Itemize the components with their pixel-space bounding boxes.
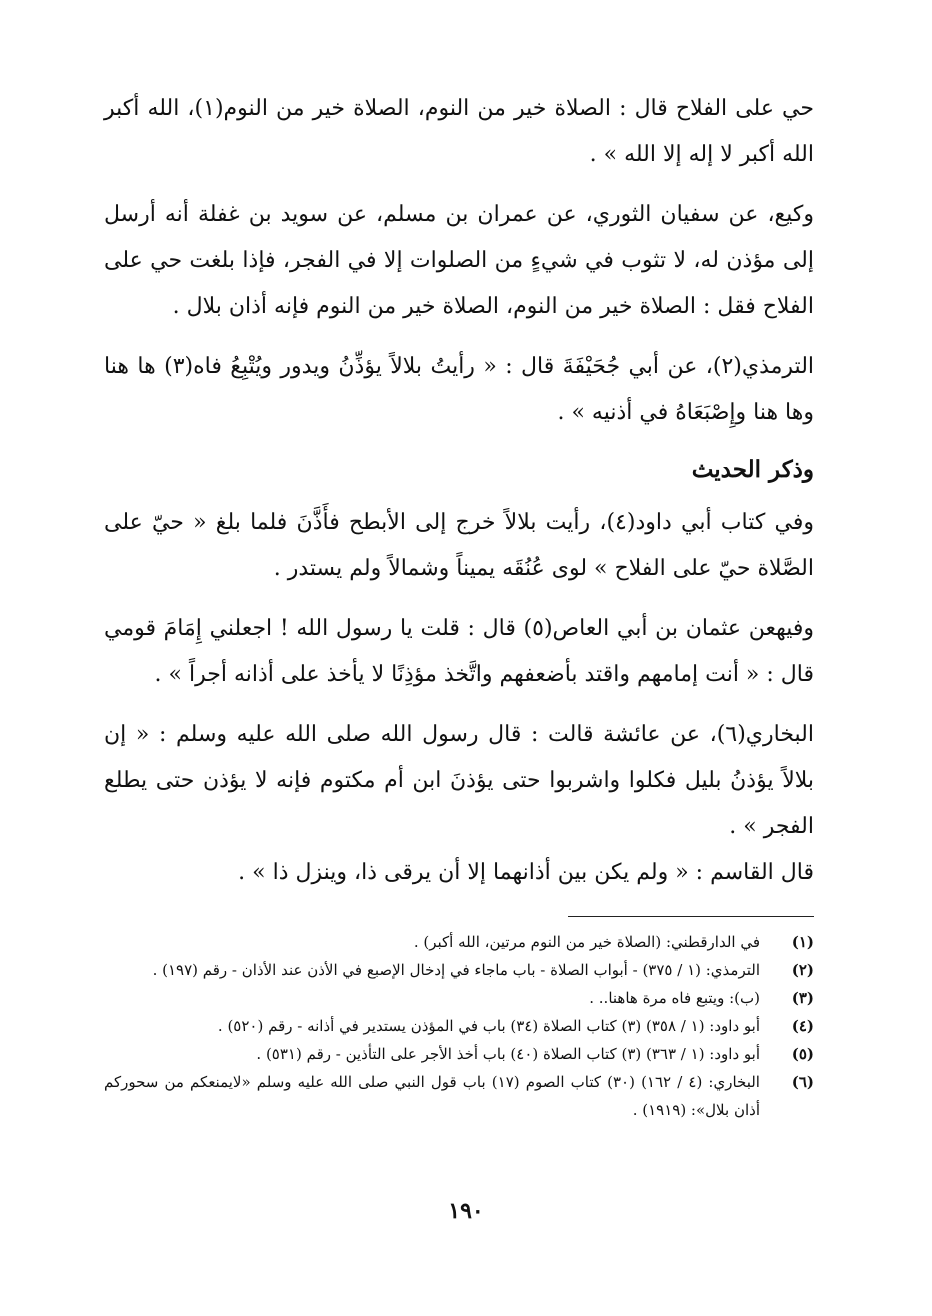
footnote-number: (٦) [791,1073,814,1091]
footnote-text: البخاري: (٤ / ١٦٢) (٣٠) كتاب الصوم (١٧) باب قول النبي صلى الله عليه وسلم «لايمنعكم من سحوركم أذان بلال»: (١٩١٩) . [104,1073,760,1119]
paragraph-4: وفي كتاب أبي داود(٤)، رأيت بلالاً خرج إلى الأبطح فأَذَّنَ فلما بلغ « حيّ على الصَّلاة حيّ على الفلاح » لوى عُنُقَه يميناً وشمالاً ولم يستدر . [104,510,814,581]
footnote-1 [104,928,814,956]
paragraph-6: البخاري(٦)، عن عائشة قالت : قال رسول الله صلى الله عليه وسلم : « إن بلالاً يؤذنُ بليل فكلوا واشربوا حتى يؤذنَ ابن أم مكتوم فإنه لا يؤذن حتى يطلع الفجر » . [104,722,814,839]
paragraph-7: قال القاسم : « ولم يكن بين أذانهما إلا أن يرقى ذا، وينزل ذا » . [238,860,814,885]
footnote-text: أبو داود: (١ / ٣٦٣) (٣) كتاب الصلاة (٤٠) باب أخذ الأجر على التأذين - رقم (٥٣١) . [256,1045,760,1063]
footnote-number: (٥) [791,1045,814,1063]
page-number: ١٩٠ [448,1198,484,1224]
main-text [104,86,814,896]
footnotes [104,928,814,1124]
footnote-number: (٣) [791,989,814,1007]
footnote-3 [104,984,814,1012]
paragraph-2: وكيع، عن سفيان الثوري، عن عمران بن مسلم، عن سويد بن غفلة أنه أرسل إلى مؤذن له، لا تثوب في شيءٍ من الصلوات إلا في الفجر، فإذا بلغت حي على الفلاح فقل : الصلاة خير من النوم، الصلاة خير من النوم فإنه أذان بلال . [104,202,814,319]
section-heading: وذكر الحديث [691,456,814,483]
footnote-text: أبو داود: (١ / ٣٥٨) (٣) كتاب الصلاة (٣٤) باب في المؤذن يستدير في أذانه - رقم (٥٢٠) . [217,1017,760,1035]
footnote-number: (٢) [791,961,814,979]
paragraph-3: الترمذي(٢)، عن أبي جُحَيْفَةَ قال : « رأيتُ بلالاً يؤذِّنُ ويدور ويُتْبِعُ فاه(٣) ها هنا وها هنا وإِصْبَعَاهُ في أذنيه » . [104,354,815,425]
footnote-4 [104,1012,814,1040]
footnote-number: (١) [791,933,814,951]
footnote-5 [104,1040,814,1068]
paragraph-5: وفيهعن عثمان بن أبي العاص(٥) قال : قلت يا رسول الله ! اجعلني إِمَامَ قومي قال : « أنت إمامهم واقتد بأضعفهم واتَّخذ مؤذِنًا لا يأخذ على أذانه أجراً » . [104,616,815,687]
footnote-6 [104,1068,814,1124]
footnote-2 [104,956,814,984]
footnote-divider [568,916,814,917]
footnote-text: (ب): ويتبع فاه مرة هاهنا.. . [589,989,760,1007]
footnote-text: في الدارقطني: (الصلاة خير من النوم مرتين، الله أكبر) . [413,933,760,951]
footnote-text: الترمذي: (١ / ٣٧٥) - أبواب الصلاة - باب ماجاء في إدخال الإصبع في الأذن عند الأذان - رقم (١٩٧) . [152,961,760,979]
footnote-number: (٤) [791,1017,814,1035]
paragraph-1: حي على الفلاح قال : الصلاة خير من النوم، الصلاة خير من النوم(١)، الله أكبر الله أكبر لا إله إلا الله » . [104,96,814,167]
